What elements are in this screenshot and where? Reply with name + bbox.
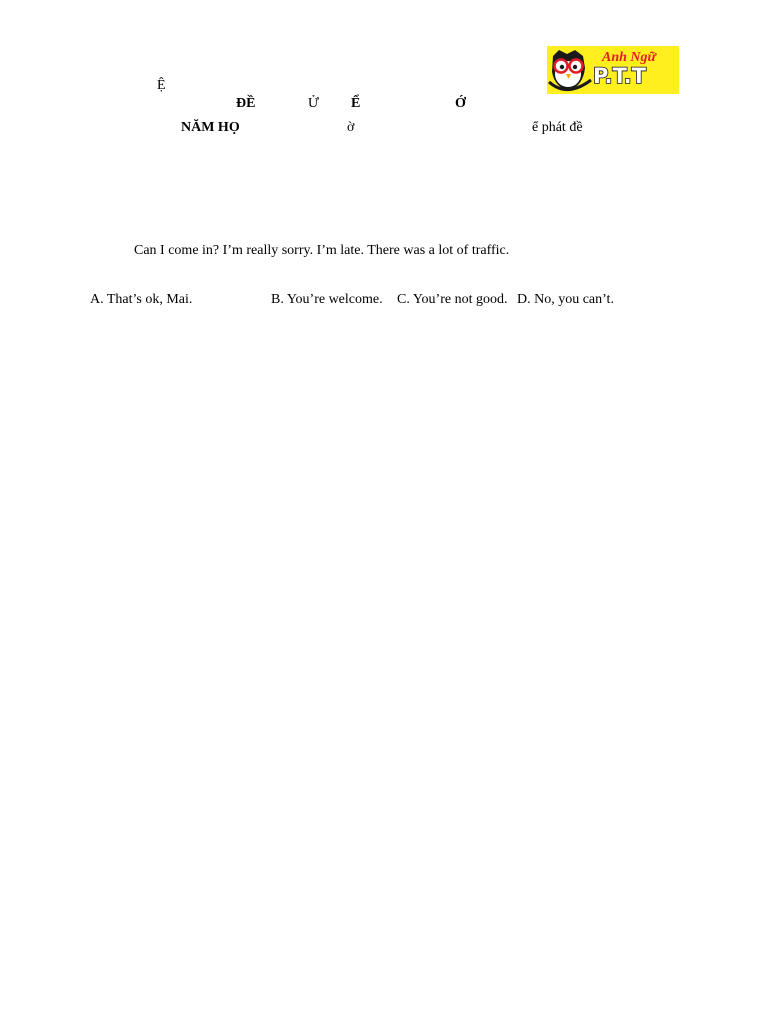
logo-top-text: Anh Ngữ [602, 50, 656, 65]
anh-ngu-ptt-logo [547, 46, 679, 94]
header-fragment-4: Ể [351, 96, 361, 111]
header-fragment-3: Ử [308, 96, 319, 111]
header-fragment-1: Ệ [157, 78, 166, 93]
option-c: C. You’re not good. [397, 292, 508, 307]
header-fragment-6: NĂM HỌ [181, 120, 240, 135]
header-fragment-5: Ớ [455, 96, 466, 111]
option-b: B. You’re welcome. [271, 292, 383, 307]
header-fragment-8: ể phát đề [532, 120, 583, 135]
logo-bottom-text: P.T.T [593, 64, 646, 88]
header-fragment-7: ờ [347, 120, 355, 135]
option-a: A. That’s ok, Mai. [90, 292, 193, 307]
header-fragment-2: ĐỀ [236, 96, 256, 111]
question-prompt: Can I come in? I’m really sorry. I’m late. There was a lot of traffic. [134, 243, 510, 258]
option-d: D. No, you can’t. [517, 292, 614, 307]
